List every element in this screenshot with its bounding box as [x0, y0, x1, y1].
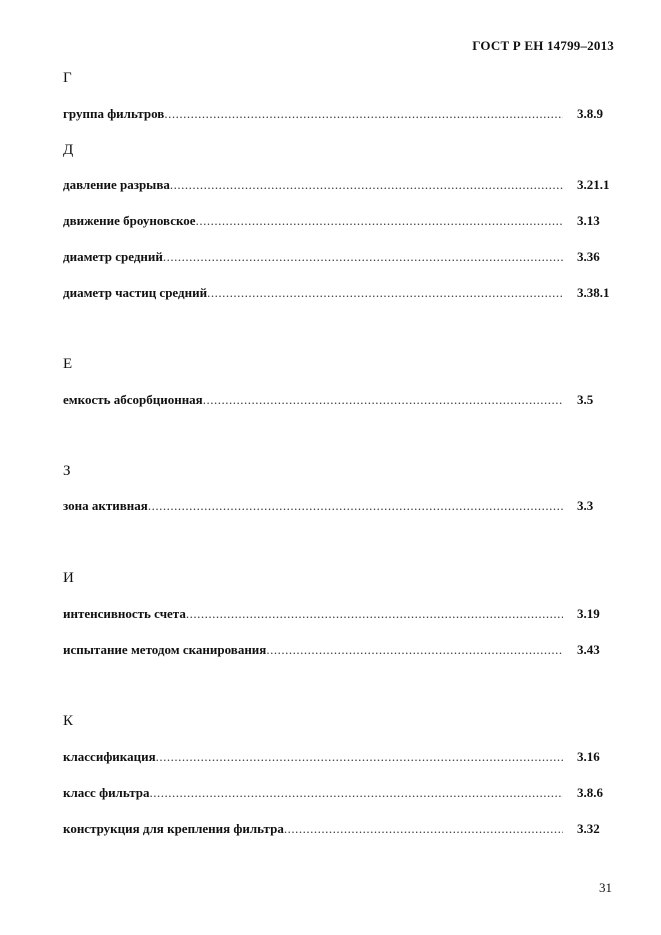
index-entry [63, 785, 563, 803]
dot-leader [156, 749, 563, 765]
dot-leader [266, 642, 563, 658]
index-ref: 3.38.1 [577, 285, 610, 300]
index-ref: 3.8.6 [577, 785, 603, 800]
dot-leader [164, 106, 563, 122]
index-entry [63, 106, 563, 124]
index-term: испытание методом сканирования [63, 642, 267, 657]
index-term: класс фильтра [63, 785, 150, 800]
index-term: емкость абсорбционная [63, 392, 203, 407]
dot-leader [148, 498, 563, 514]
section-letter-d: Д [63, 142, 74, 158]
index-entry [63, 606, 563, 624]
index-entry [63, 392, 563, 410]
section-letter-ye: Е [63, 356, 73, 372]
dot-leader [284, 821, 563, 837]
dot-leader [163, 249, 563, 265]
section-letter-k: К [63, 713, 74, 729]
index-entry [63, 285, 563, 303]
index-ref: 3.16 [577, 749, 600, 764]
section-letter-g: Г [63, 70, 72, 86]
index-entry [63, 249, 563, 267]
index-entry [63, 749, 563, 767]
index-entry [63, 213, 563, 231]
index-ref: 3.5 [577, 392, 594, 407]
index-entry [63, 642, 563, 660]
index-ref: 3.3 [577, 498, 594, 513]
index-entry [63, 177, 563, 195]
index-term: классификация [63, 749, 156, 764]
index-ref: 3.19 [577, 606, 600, 621]
index-term: конструкция для крепления фильтра [63, 821, 284, 836]
dot-leader [186, 606, 563, 622]
section-letter-z: З [63, 463, 71, 479]
index-term: диаметр средний [63, 249, 163, 264]
dot-leader [207, 285, 563, 301]
index-ref: 3.8.9 [577, 106, 603, 121]
index-ref: 3.32 [577, 821, 600, 836]
index-term: зона активная [63, 498, 148, 513]
dot-leader [203, 392, 563, 408]
index-term: группа фильтров [63, 106, 165, 121]
dot-leader [196, 213, 563, 229]
dot-leader [150, 785, 563, 801]
page-number: 31 [599, 880, 612, 895]
dot-leader [170, 177, 563, 193]
index-ref: 3.21.1 [577, 177, 610, 192]
index-ref: 3.13 [577, 213, 600, 228]
index-ref: 3.43 [577, 642, 600, 657]
document-header-standard: ГОСТ Р ЕН 14799–2013 [472, 38, 614, 53]
index-entry [63, 821, 563, 839]
index-term: диаметр частиц средний [63, 285, 208, 300]
index-ref: 3.36 [577, 249, 600, 264]
index-term: интенсивность счета [63, 606, 186, 621]
section-letter-i: И [63, 570, 74, 586]
index-term: давление разрыва [63, 177, 170, 192]
index-entry [63, 498, 563, 516]
index-term: движение броуновское [63, 213, 196, 228]
